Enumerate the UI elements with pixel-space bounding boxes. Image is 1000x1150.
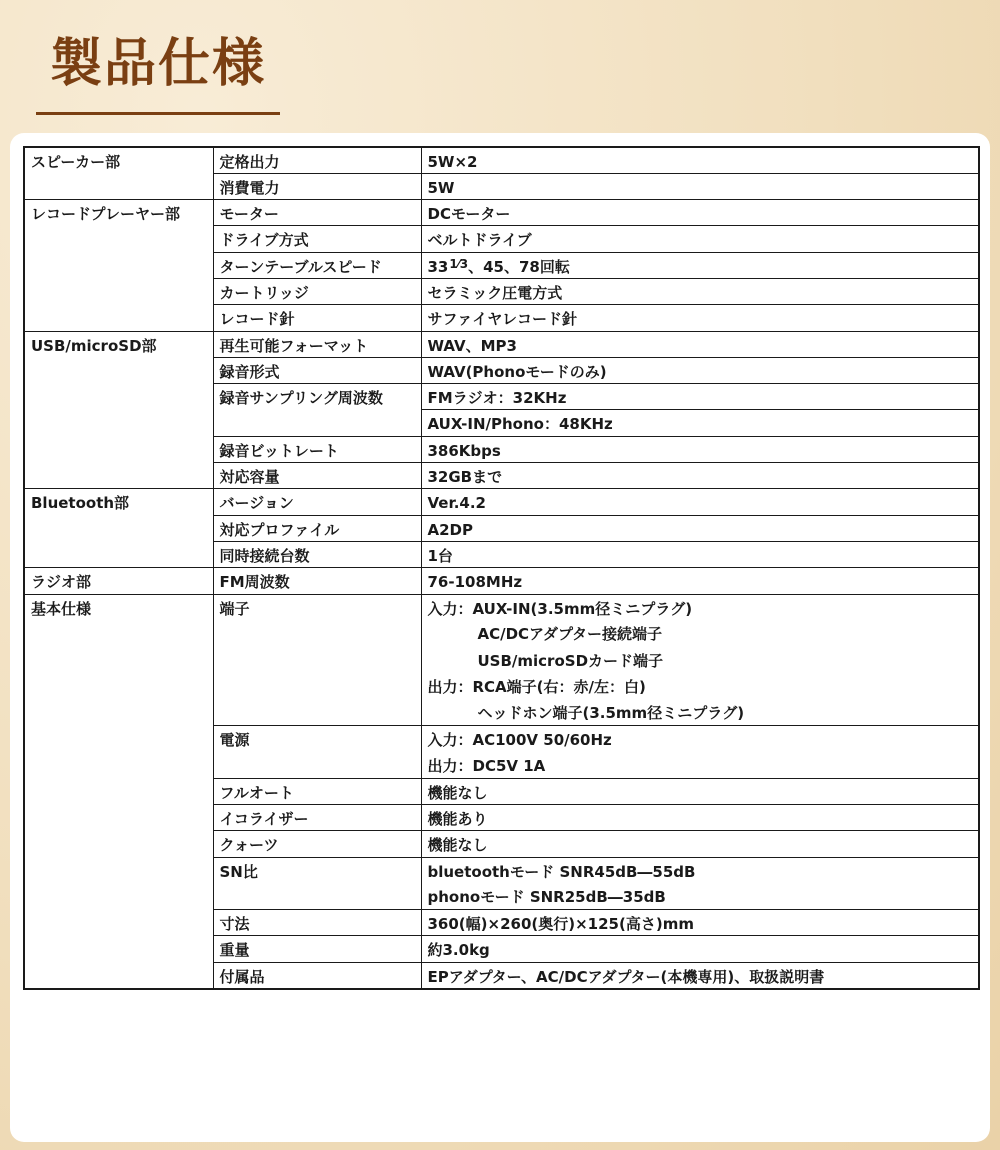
- table-row: [24, 331, 979, 357]
- spec-value: A2DP: [421, 515, 979, 541]
- spec-table: [23, 146, 980, 990]
- spec-label: 端子: [213, 594, 421, 725]
- spec-label: 録音ビットレート: [213, 436, 421, 462]
- spec-value: USB/microSDカード端子: [477, 651, 664, 670]
- category-usb: USB/microSD部: [24, 331, 213, 489]
- page-title: 製品仕様: [50, 34, 267, 94]
- spec-label: レコード針: [213, 305, 421, 331]
- spec-label: 対応プロファイル: [213, 515, 421, 541]
- title-underline: [36, 112, 280, 115]
- category-bluetooth: Bluetooth部: [24, 489, 213, 568]
- speed-suffix: 、45、78回転: [468, 257, 570, 276]
- spec-value: 出力：DC5V 1A: [427, 756, 546, 775]
- spec-value: 5W×2: [427, 153, 478, 171]
- spec-value: 76-108MHz: [421, 568, 979, 594]
- spec-label: カートリッジ: [213, 278, 421, 304]
- category-radio: ラジオ部: [24, 568, 213, 594]
- spec-value: 360(幅)×260(奥行)×125(高さ)mm: [421, 910, 979, 936]
- category-basic: 基本仕様: [24, 594, 213, 988]
- spec-label: フルオート: [213, 778, 421, 804]
- spec-value: AUX-IN/Phono：48KHz: [421, 410, 979, 436]
- spec-value: 入力：AUX-IN(3.5mm径ミニプラグ): [421, 594, 979, 620]
- category-record-player: レコードプレーヤー部: [24, 200, 213, 331]
- spec-value: FMラジオ：32KHz: [421, 384, 979, 410]
- spec-value: 1台: [421, 541, 979, 567]
- spec-value: bluetoothモード SNR45dB―55dB: [421, 857, 979, 883]
- table-row: [24, 594, 979, 620]
- table-row: [24, 568, 979, 594]
- spec-label: SN比: [213, 857, 421, 910]
- spec-value: 機能あり: [421, 804, 979, 830]
- category-speaker: スピーカー部: [24, 147, 213, 200]
- spec-value: Ver.4.2: [421, 489, 979, 515]
- speed-prefix: 33: [427, 257, 449, 276]
- spec-value: 386Kbps: [421, 436, 979, 462]
- spec-label: 録音サンプリング周波数: [213, 384, 421, 437]
- table-row: [24, 489, 979, 515]
- table-row: [24, 200, 979, 226]
- spec-label: ターンテーブルスピード: [213, 252, 421, 278]
- spec-value: EPアダプター、AC/DCアダプター(本機専用)、取扱説明書: [421, 962, 979, 988]
- category-accessories: 付属品: [213, 962, 421, 988]
- spec-value: セラミック圧電方式: [421, 278, 979, 304]
- spec-label: 定格出力: [213, 147, 421, 173]
- spec-label: 電源: [213, 726, 421, 779]
- spec-value: 約3.0kg: [421, 936, 979, 962]
- spec-label: 再生可能フォーマット: [213, 331, 421, 357]
- spec-value: AC/DCアダプター接続端子: [477, 625, 662, 644]
- spec-value: WAV、MP3: [421, 331, 979, 357]
- spec-value: 5W: [421, 173, 979, 199]
- spec-label: ドライブ方式: [213, 226, 421, 252]
- spec-value: 出力：RCA端子(右：赤/左：白): [427, 677, 646, 696]
- spec-value: サファイヤレコード針: [421, 305, 979, 331]
- spec-label: 消費電力: [213, 173, 421, 199]
- spec-value: 機能なし: [421, 831, 979, 857]
- spec-label: FM周波数: [213, 568, 421, 594]
- spec-value: ヘッドホン端子(3.5mm径ミニプラグ): [477, 704, 745, 723]
- spec-value: 機能なし: [421, 778, 979, 804]
- spec-label: 重量: [213, 936, 421, 962]
- spec-value: WAV(Phonoモードのみ): [421, 357, 979, 383]
- spec-label: 録音形式: [213, 357, 421, 383]
- spec-label: イコライザー: [213, 804, 421, 830]
- spec-label: クォーツ: [213, 831, 421, 857]
- spec-value: ベルトドライブ: [421, 226, 979, 252]
- spec-value: 32GBまで: [421, 463, 979, 489]
- spec-value: 入力：AC100V 50/60Hz: [421, 726, 979, 752]
- spec-label: モーター: [213, 200, 421, 226]
- spec-value: [421, 252, 979, 278]
- spec-label: 寸法: [213, 910, 421, 936]
- spec-label: 対応容量: [213, 463, 421, 489]
- spec-value: phonoモード SNR25dB―35dB: [427, 888, 666, 907]
- spec-label: バージョン: [213, 489, 421, 515]
- speed-fraction: 1⁄3: [449, 256, 469, 271]
- table-row: [24, 147, 979, 173]
- spec-label: 同時接続台数: [213, 541, 421, 567]
- spec-value: DCモーター: [421, 200, 979, 226]
